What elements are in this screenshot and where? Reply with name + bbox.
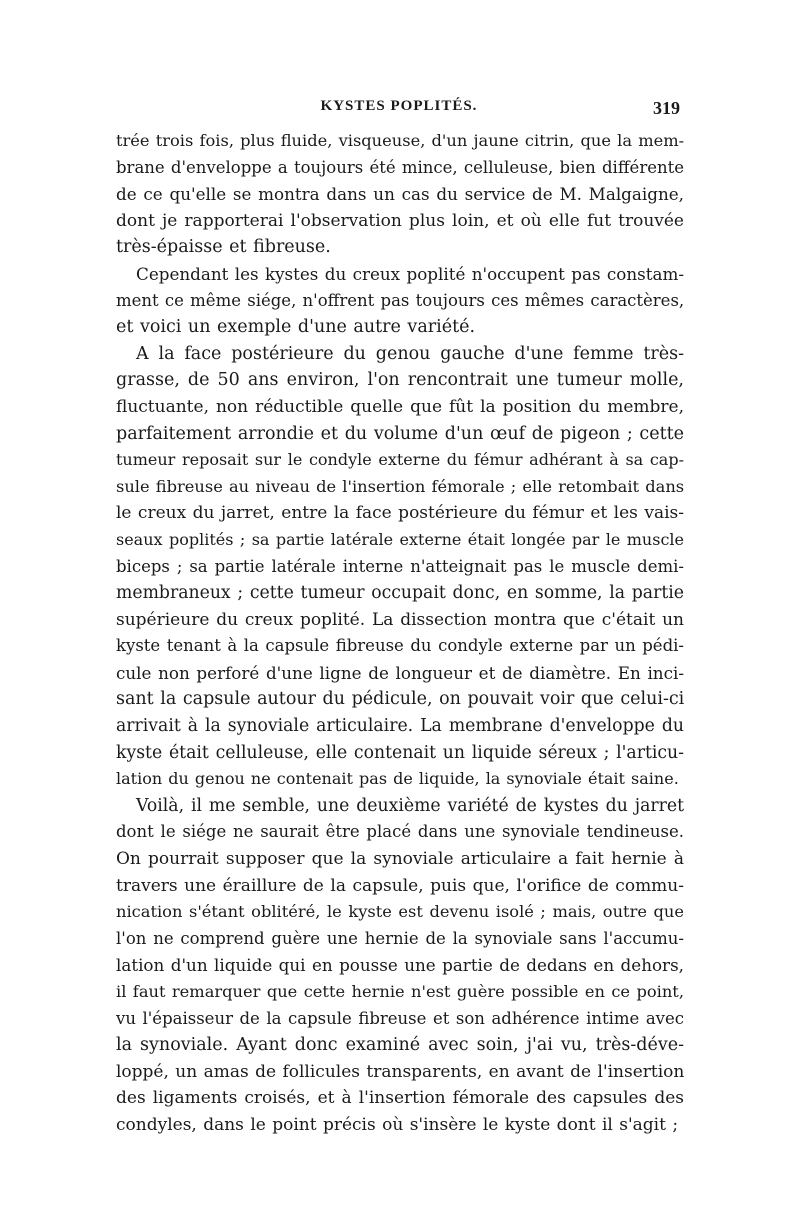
text-line: lation d'un liquide qui en pousse une partie de dedans en dehors, bbox=[116, 955, 684, 976]
text-line: sule fibreuse au niveau de l'insertion fémorale ; elle retombait dans bbox=[116, 476, 685, 496]
text-line: On pourrait supposer que la synoviale articulaire a fait hernie à bbox=[116, 849, 684, 870]
text-line: A la face postérieure du genou gauche d'une femme très- bbox=[136, 343, 684, 364]
text-line: loppé, un amas de follicules transparents, en avant de l'insertion bbox=[116, 1061, 685, 1082]
paragraph bbox=[116, 793, 684, 1139]
text-line: brane d'enveloppe a toujours été mince, celluleuse, bien différente bbox=[116, 157, 684, 177]
text-line: le creux du jarret, entre la face postérieure du fémur et les vais- bbox=[116, 503, 684, 524]
text-line: ment ce même siége, n'offrent pas toujours ces mêmes caractères, bbox=[116, 290, 685, 310]
running-title: KYSTES POPLITÉS. bbox=[320, 98, 478, 114]
text-line: Cependant les kystes du creux poplité n'occupent pas constam- bbox=[136, 263, 684, 284]
text-line: kyste était celluleuse, elle contenait un liquide séreux ; l'articu- bbox=[116, 742, 684, 763]
text-line: il faut remarquer que cette hernie n'est guère possible en ce point, bbox=[116, 982, 684, 1001]
text-line: vu l'épaisseur de la capsule fibreuse et son adhérence intime avec bbox=[116, 1008, 684, 1028]
text-line: des ligaments croisés, et à l'insertion fémorale des capsules des bbox=[116, 1088, 684, 1109]
text-line: travers une éraillure de la capsule, puis que, l'orifice de commu- bbox=[116, 875, 684, 896]
text-line: lation du genou ne contenait pas de liquide, la synoviale était saine. bbox=[116, 769, 679, 789]
text-line: cule non perforé d'une ligne de longueur et de diamètre. En inci- bbox=[116, 662, 684, 683]
text-line: de ce qu'elle se montra dans un cas du service de M. Malgaigne, bbox=[116, 184, 684, 205]
text-line: kyste tenant à la capsule fibreuse du condyle externe par un pédi- bbox=[116, 636, 684, 656]
text-line: Voilà, il me semble, une deuxième variété de kystes du jarret bbox=[136, 795, 684, 816]
paragraph bbox=[116, 128, 684, 261]
text-line: dont je rapporterai l'observation plus loin, et où elle fut trouvée bbox=[116, 210, 684, 231]
text-line: dont le siége ne saurait être placé dans une synoviale tendineuse. bbox=[116, 822, 684, 842]
text-line: membraneux ; cette tumeur occupait donc, en somme, la partie bbox=[116, 583, 684, 604]
text-line: supérieure du creux poplité. La dissection montra que c'était un bbox=[116, 609, 684, 630]
text-line: seaux poplités ; sa partie latérale externe était longée par le muscle bbox=[116, 529, 684, 549]
text-line: grasse, de 50 ans environ, l'on rencontrait une tumeur molle, bbox=[116, 370, 684, 391]
text-line: sant la capsule autour du pédicule, on pouvait voir que celui-ci bbox=[116, 689, 685, 710]
paragraph bbox=[116, 341, 684, 793]
text-line: très-épaisse et fibreuse. bbox=[116, 237, 331, 258]
text-line: l'on ne comprend guère une hernie de la synoviale sans l'accumu- bbox=[116, 928, 684, 948]
text-line: trée trois fois, plus fluide, visqueuse, d'un jaune citrin, que la mem- bbox=[116, 131, 685, 150]
text-line: fluctuante, non réductible quelle que fût la position du membre, bbox=[116, 396, 684, 417]
text-line: la synoviale. Ayant donc examiné avec soin, j'ai vu, très-déve- bbox=[116, 1035, 684, 1056]
text-line: nication s'étant oblitéré, le kyste est devenu isolé ; mais, outre que bbox=[116, 902, 684, 922]
body-text bbox=[116, 128, 684, 1139]
page-number: 319 bbox=[653, 98, 680, 118]
text-line: parfaitement arrondie et du volume d'un œuf de pigeon ; cette bbox=[116, 423, 684, 444]
text-line: biceps ; sa partie latérale interne n'atteignait pas le muscle demi- bbox=[116, 556, 684, 576]
text-line: arrivait à la synoviale articulaire. La membrane d'enveloppe du bbox=[116, 716, 684, 737]
text-line: tumeur reposait sur le condyle externe du fémur adhérant à sa cap- bbox=[116, 450, 684, 470]
text-line: et voici un exemple d'une autre variété. bbox=[116, 317, 476, 338]
running-head bbox=[118, 98, 680, 122]
text-line: condyles, dans le point précis où s'insère le kyste dont il s'agit ; bbox=[116, 1114, 679, 1135]
paragraph bbox=[116, 261, 684, 341]
